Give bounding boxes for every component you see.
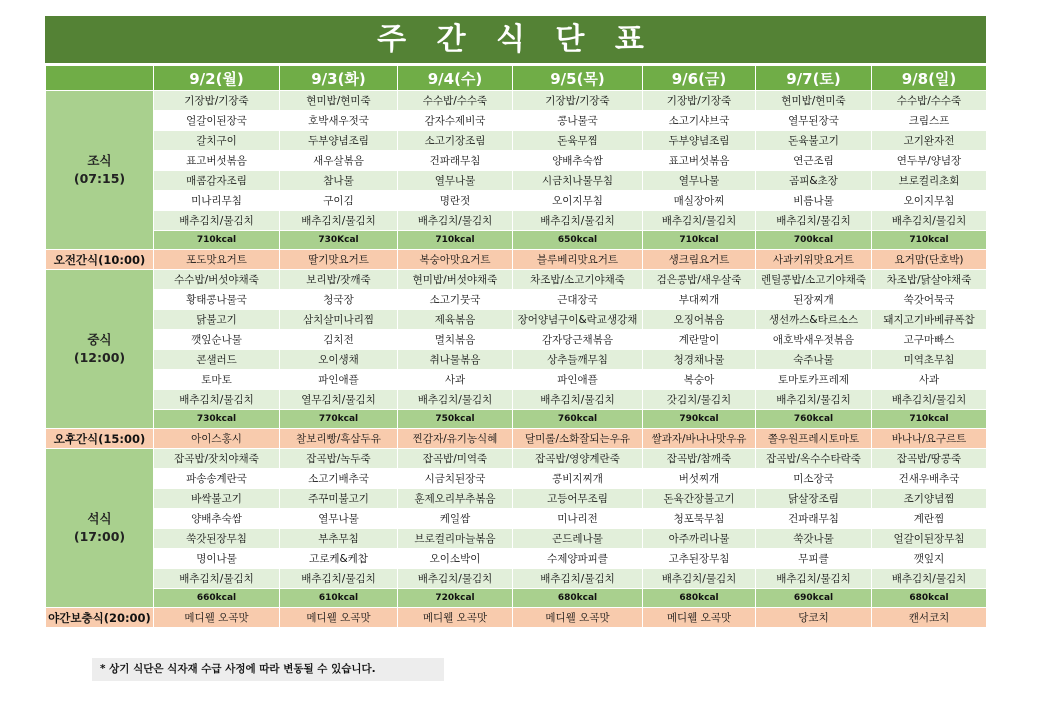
menu-cell: 고구마빠스	[872, 330, 987, 350]
menu-cell: 렌틸콩밥/소고기야채죽	[756, 270, 872, 290]
menu-cell: 수수밥/버섯야채죽	[154, 270, 280, 290]
menu-cell: 잡곡밥/잣치야채죽	[154, 449, 280, 469]
menu-cell: 토마토카프레제	[756, 370, 872, 390]
snack-cell: 쌀과자/바나나맛우유	[643, 429, 756, 449]
snack-cell: 메디웰 오곡맛	[280, 608, 398, 628]
menu-cell: 기장밥/기장죽	[154, 91, 280, 111]
menu-cell: 배추김치/물김치	[513, 569, 643, 589]
menu-row	[46, 111, 987, 131]
menu-cell: 콩나물국	[513, 111, 643, 131]
snack-cell: 바나나/요구르트	[872, 429, 987, 449]
menu-cell: 잡곡밥/참깨죽	[643, 449, 756, 469]
menu-cell: 갓김치/물김치	[643, 390, 756, 410]
day-header: 9/5(목)	[513, 66, 643, 91]
menu-cell: 갈치구이	[154, 131, 280, 151]
snack-cell: 메디웰 오곡맛	[513, 608, 643, 628]
menu-cell: 수수밥/수수죽	[872, 91, 987, 111]
kcal-cell: 770kcal	[280, 410, 398, 429]
menu-cell: 오이소박이	[398, 549, 513, 569]
snack-cell: 사과키위맛요거트	[756, 250, 872, 270]
kcal-cell: 710kcal	[398, 231, 513, 250]
menu-cell: 배추김치/물김치	[154, 569, 280, 589]
menu-row	[46, 449, 987, 469]
menu-cell: 기장밥/기장죽	[643, 91, 756, 111]
menu-cell: 배추김치/물김치	[756, 211, 872, 231]
menu-cell: 차조밥/닭살야채죽	[872, 270, 987, 290]
menu-cell: 계란찜	[872, 509, 987, 529]
menu-cell: 애호박새우젓볶음	[756, 330, 872, 350]
menu-row	[46, 151, 987, 171]
menu-cell: 매콤감자조림	[154, 171, 280, 191]
menu-cell: 돼지고기바베큐폭찹	[872, 310, 987, 330]
menu-cell: 양배추숙쌈	[513, 151, 643, 171]
menu-row	[46, 350, 987, 370]
menu-cell: 바싹불고기	[154, 489, 280, 509]
kcal-cell: 700kcal	[756, 231, 872, 250]
menu-cell: 배추김치/물김치	[872, 569, 987, 589]
menu-cell: 고기완자전	[872, 131, 987, 151]
menu-cell: 고등어무조림	[513, 489, 643, 509]
menu-cell: 현미밥/버섯야채죽	[398, 270, 513, 290]
menu-cell: 파인애플	[280, 370, 398, 390]
menu-cell: 황태콩나물국	[154, 290, 280, 310]
menu-cell: 비름나물	[756, 191, 872, 211]
menu-cell: 두부양념조림	[643, 131, 756, 151]
snack-cell: 메디웰 오곡맛	[398, 608, 513, 628]
menu-cell: 배추김치/물김치	[643, 569, 756, 589]
menu-cell: 잡곡밥/미역죽	[398, 449, 513, 469]
menu-row	[46, 310, 987, 330]
menu-cell: 명란젓	[398, 191, 513, 211]
day-header-row	[46, 66, 987, 91]
menu-cell: 근대장국	[513, 290, 643, 310]
menu-cell: 장어양념구이&락교생강채	[513, 310, 643, 330]
menu-cell: 사과	[398, 370, 513, 390]
menu-row	[46, 549, 987, 569]
menu-cell: 열무나물	[643, 171, 756, 191]
menu-cell: 케일쌈	[398, 509, 513, 529]
menu-cell: 오이지무침	[513, 191, 643, 211]
snack-cell: 블루베리맛요거트	[513, 250, 643, 270]
menu-cell: 참나물	[280, 171, 398, 191]
snack-cell: 찰보리빵/흑삼두유	[280, 429, 398, 449]
footnote: * 상기 식단은 식자재 수급 사정에 따라 변동될 수 있습니다.	[92, 658, 444, 681]
menu-cell: 닭살장조림	[756, 489, 872, 509]
snack-cell: 복숭아맛요거트	[398, 250, 513, 270]
menu-cell: 미역초무침	[872, 350, 987, 370]
menu-cell: 삼치살미나리찜	[280, 310, 398, 330]
day-header: 9/3(화)	[280, 66, 398, 91]
menu-cell: 표고버섯볶음	[643, 151, 756, 171]
menu-cell: 조기양념찜	[872, 489, 987, 509]
menu-row	[46, 469, 987, 489]
meal-time: (17:00)	[73, 529, 126, 544]
menu-cell: 건파래무침	[398, 151, 513, 171]
menu-cell: 현미밥/현미죽	[756, 91, 872, 111]
menu-cell: 기장밥/기장죽	[513, 91, 643, 111]
kcal-cell: 750kcal	[398, 410, 513, 429]
menu-cell: 얼갈이된장무침	[872, 529, 987, 549]
menu-cell: 콩비지찌개	[513, 469, 643, 489]
snack-cell: 메디웰 오곡맛	[154, 608, 280, 628]
menu-cell: 부대찌개	[643, 290, 756, 310]
menu-cell: 토마토	[154, 370, 280, 390]
menu-cell: 건파래무침	[756, 509, 872, 529]
menu-cell: 브로컬리마늘볶음	[398, 529, 513, 549]
menu-cell: 돈육무찜	[513, 131, 643, 151]
menu-cell: 크림스프	[872, 111, 987, 131]
menu-cell: 오이생채	[280, 350, 398, 370]
menu-cell: 고추된장무침	[643, 549, 756, 569]
meal-name: 조식	[87, 153, 112, 168]
snack-cell: 아이스홍시	[154, 429, 280, 449]
day-header: 9/7(토)	[756, 66, 872, 91]
snack-cell: 포도맛요거트	[154, 250, 280, 270]
menu-cell: 감자당근채볶음	[513, 330, 643, 350]
menu-cell: 브로컬리초회	[872, 171, 987, 191]
menu-row	[46, 211, 987, 231]
menu-cell: 열무김치/물김치	[280, 390, 398, 410]
day-header: 9/8(일)	[872, 66, 987, 91]
afternoon_snack-row	[46, 429, 987, 449]
meal-time: (12:00)	[73, 350, 126, 365]
menu-cell: 취나물볶음	[398, 350, 513, 370]
header-corner	[46, 66, 154, 91]
menu-cell: 매실장아찌	[643, 191, 756, 211]
kcal-cell: 710kcal	[872, 231, 987, 250]
menu-row	[46, 370, 987, 390]
day-header: 9/4(수)	[398, 66, 513, 91]
menu-cell: 명이나물	[154, 549, 280, 569]
menu-cell: 김치전	[280, 330, 398, 350]
menu-cell: 배추김치/물김치	[154, 390, 280, 410]
menu-cell: 배추김치/물김치	[398, 211, 513, 231]
menu-cell: 닭불고기	[154, 310, 280, 330]
menu-cell: 미나리무침	[154, 191, 280, 211]
menu-cell: 호박새우젓국	[280, 111, 398, 131]
kcal-cell: 680kcal	[513, 589, 643, 608]
breakfast-label-cell	[46, 91, 154, 250]
menu-cell: 배추김치/물김치	[872, 390, 987, 410]
kcal-row	[46, 231, 987, 250]
menu-row	[46, 330, 987, 350]
menu-cell: 소고기배추국	[280, 469, 398, 489]
kcal-row	[46, 410, 987, 429]
menu-row	[46, 529, 987, 549]
menu-row	[46, 290, 987, 310]
snack-cell: 찐감자/유기농식혜	[398, 429, 513, 449]
menu-cell: 깻잎순나물	[154, 330, 280, 350]
menu-cell: 상추들깨무침	[513, 350, 643, 370]
menu-row	[46, 390, 987, 410]
menu-row	[46, 569, 987, 589]
menu-cell: 아주까리나물	[643, 529, 756, 549]
dinner-label-cell	[46, 449, 154, 608]
night_snack-row	[46, 608, 987, 628]
menu-cell: 멸치볶음	[398, 330, 513, 350]
menu-cell: 수제양파피클	[513, 549, 643, 569]
menu-cell: 배추김치/물김치	[154, 211, 280, 231]
kcal-cell: 710kcal	[872, 410, 987, 429]
menu-cell: 시금치나물무침	[513, 171, 643, 191]
menu-cell: 소고기뭇국	[398, 290, 513, 310]
kcal-cell: 690kcal	[756, 589, 872, 608]
snack-cell: 요거맘(단호박)	[872, 250, 987, 270]
snack-cell: 생크림요거트	[643, 250, 756, 270]
snack-cell: 당코치	[756, 608, 872, 628]
menu-cell: 배추김치/물김치	[398, 390, 513, 410]
menu-cell: 돈육불고기	[756, 131, 872, 151]
menu-cell: 잡곡밥/녹두죽	[280, 449, 398, 469]
menu-cell: 훈제오리부추볶음	[398, 489, 513, 509]
meal-name: 중식	[87, 332, 112, 347]
menu-cell: 콘샐러드	[154, 350, 280, 370]
menu-cell: 두부양념조림	[280, 131, 398, 151]
menu-cell: 주꾸미불고기	[280, 489, 398, 509]
day-header: 9/6(금)	[643, 66, 756, 91]
menu-cell: 고로케&케찹	[280, 549, 398, 569]
menu-cell: 잡곡밥/옥수수타락죽	[756, 449, 872, 469]
menu-cell: 현미밥/현미죽	[280, 91, 398, 111]
menu-row	[46, 509, 987, 529]
snack-cell: 딸기맛요거트	[280, 250, 398, 270]
menu-cell: 제육볶음	[398, 310, 513, 330]
menu-cell: 배추김치/물김치	[872, 211, 987, 231]
menu-cell: 시금치된장국	[398, 469, 513, 489]
menu-row	[46, 489, 987, 509]
kcal-cell: 660kcal	[154, 589, 280, 608]
page-title: 주 간 식 단 표	[45, 16, 986, 63]
kcal-cell: 610kcal	[280, 589, 398, 608]
menu-cell: 무피클	[756, 549, 872, 569]
menu-cell: 검은콩밥/새우살죽	[643, 270, 756, 290]
snack-label: 오전간식(10:00)	[46, 250, 154, 270]
meal-name: 석식	[87, 511, 112, 526]
menu-cell: 배추김치/물김치	[756, 390, 872, 410]
kcal-cell: 710kcal	[643, 231, 756, 250]
menu-cell: 건새우배추국	[872, 469, 987, 489]
menu-cell: 배추김치/물김치	[280, 211, 398, 231]
menu-cell: 미나리전	[513, 509, 643, 529]
kcal-cell: 730kcal	[154, 410, 280, 429]
menu-cell: 열무된장국	[756, 111, 872, 131]
menu-cell: 숙주나물	[756, 350, 872, 370]
kcal-cell: 680kcal	[643, 589, 756, 608]
menu-cell: 잡곡밥/영양계란죽	[513, 449, 643, 469]
menu-cell: 소고기장조림	[398, 131, 513, 151]
kcal-row	[46, 589, 987, 608]
menu-cell: 배추김치/물김치	[398, 569, 513, 589]
menu-cell: 돈육간장불고기	[643, 489, 756, 509]
menu-cell: 쑥갓어묵국	[872, 290, 987, 310]
menu-cell: 양배추숙쌈	[154, 509, 280, 529]
snack-cell: 달미롤/소화잘되는우유	[513, 429, 643, 449]
menu-cell: 연근조림	[756, 151, 872, 171]
menu-cell: 열무나물	[398, 171, 513, 191]
kcal-cell: 760kcal	[513, 410, 643, 429]
menu-cell: 소고기샤브국	[643, 111, 756, 131]
kcal-cell: 720kcal	[398, 589, 513, 608]
morning_snack-row	[46, 250, 987, 270]
menu-cell: 감자수제비국	[398, 111, 513, 131]
menu-cell: 보리밥/잣깨죽	[280, 270, 398, 290]
lunch-label-cell	[46, 270, 154, 429]
menu-cell: 깻잎지	[872, 549, 987, 569]
kcal-cell: 650kcal	[513, 231, 643, 250]
menu-cell: 잡곡밥/땅콩죽	[872, 449, 987, 469]
menu-cell: 계란말이	[643, 330, 756, 350]
menu-cell: 쑥갓나물	[756, 529, 872, 549]
menu-table	[45, 65, 987, 628]
menu-cell: 청경채나물	[643, 350, 756, 370]
menu-cell: 된장찌개	[756, 290, 872, 310]
menu-cell: 파송송계란국	[154, 469, 280, 489]
menu-cell: 파인애플	[513, 370, 643, 390]
menu-cell: 청국장	[280, 290, 398, 310]
meal-time: (07:15)	[73, 171, 126, 186]
kcal-cell: 710kcal	[154, 231, 280, 250]
day-header: 9/2(월)	[154, 66, 280, 91]
menu-cell: 배추김치/물김치	[513, 211, 643, 231]
menu-cell: 쑥갓된장무침	[154, 529, 280, 549]
snack-cell: 메디웰 오곡맛	[643, 608, 756, 628]
menu-row	[46, 191, 987, 211]
menu-cell: 배추김치/물김치	[513, 390, 643, 410]
menu-cell: 열무나물	[280, 509, 398, 529]
menu-cell: 차조밥/소고기야채죽	[513, 270, 643, 290]
snack-cell: 캔서코치	[872, 608, 987, 628]
menu-cell: 버섯찌개	[643, 469, 756, 489]
snack-label: 야간보충식(20:00)	[46, 608, 154, 628]
menu-cell: 미소장국	[756, 469, 872, 489]
menu-cell: 수수밥/수수죽	[398, 91, 513, 111]
menu-cell: 배추김치/물김치	[756, 569, 872, 589]
menu-cell: 곰피&초장	[756, 171, 872, 191]
menu-cell: 새우살볶음	[280, 151, 398, 171]
snack-label: 오후간식(15:00)	[46, 429, 154, 449]
menu-cell: 청포묵무침	[643, 509, 756, 529]
menu-cell: 복숭아	[643, 370, 756, 390]
menu-row	[46, 131, 987, 151]
menu-cell: 연두부/양념장	[872, 151, 987, 171]
menu-cell: 오이지무침	[872, 191, 987, 211]
menu-cell: 부추무침	[280, 529, 398, 549]
menu-cell: 곤드레나물	[513, 529, 643, 549]
snack-cell: 쫄우원프레시토마토	[756, 429, 872, 449]
menu-cell: 구이김	[280, 191, 398, 211]
menu-cell: 생선까스&타르소스	[756, 310, 872, 330]
kcal-cell: 730Kcal	[280, 231, 398, 250]
menu-row	[46, 91, 987, 111]
menu-cell: 오징어볶음	[643, 310, 756, 330]
kcal-cell: 680kcal	[872, 589, 987, 608]
kcal-cell: 790kcal	[643, 410, 756, 429]
menu-cell: 얼갈이된장국	[154, 111, 280, 131]
menu-sheet	[45, 16, 986, 675]
kcal-cell: 760kcal	[756, 410, 872, 429]
menu-cell: 배추김치/물김치	[643, 211, 756, 231]
menu-row	[46, 270, 987, 290]
menu-cell: 표고버섯볶음	[154, 151, 280, 171]
menu-cell: 배추김치/물김치	[280, 569, 398, 589]
menu-row	[46, 171, 987, 191]
menu-cell: 사과	[872, 370, 987, 390]
